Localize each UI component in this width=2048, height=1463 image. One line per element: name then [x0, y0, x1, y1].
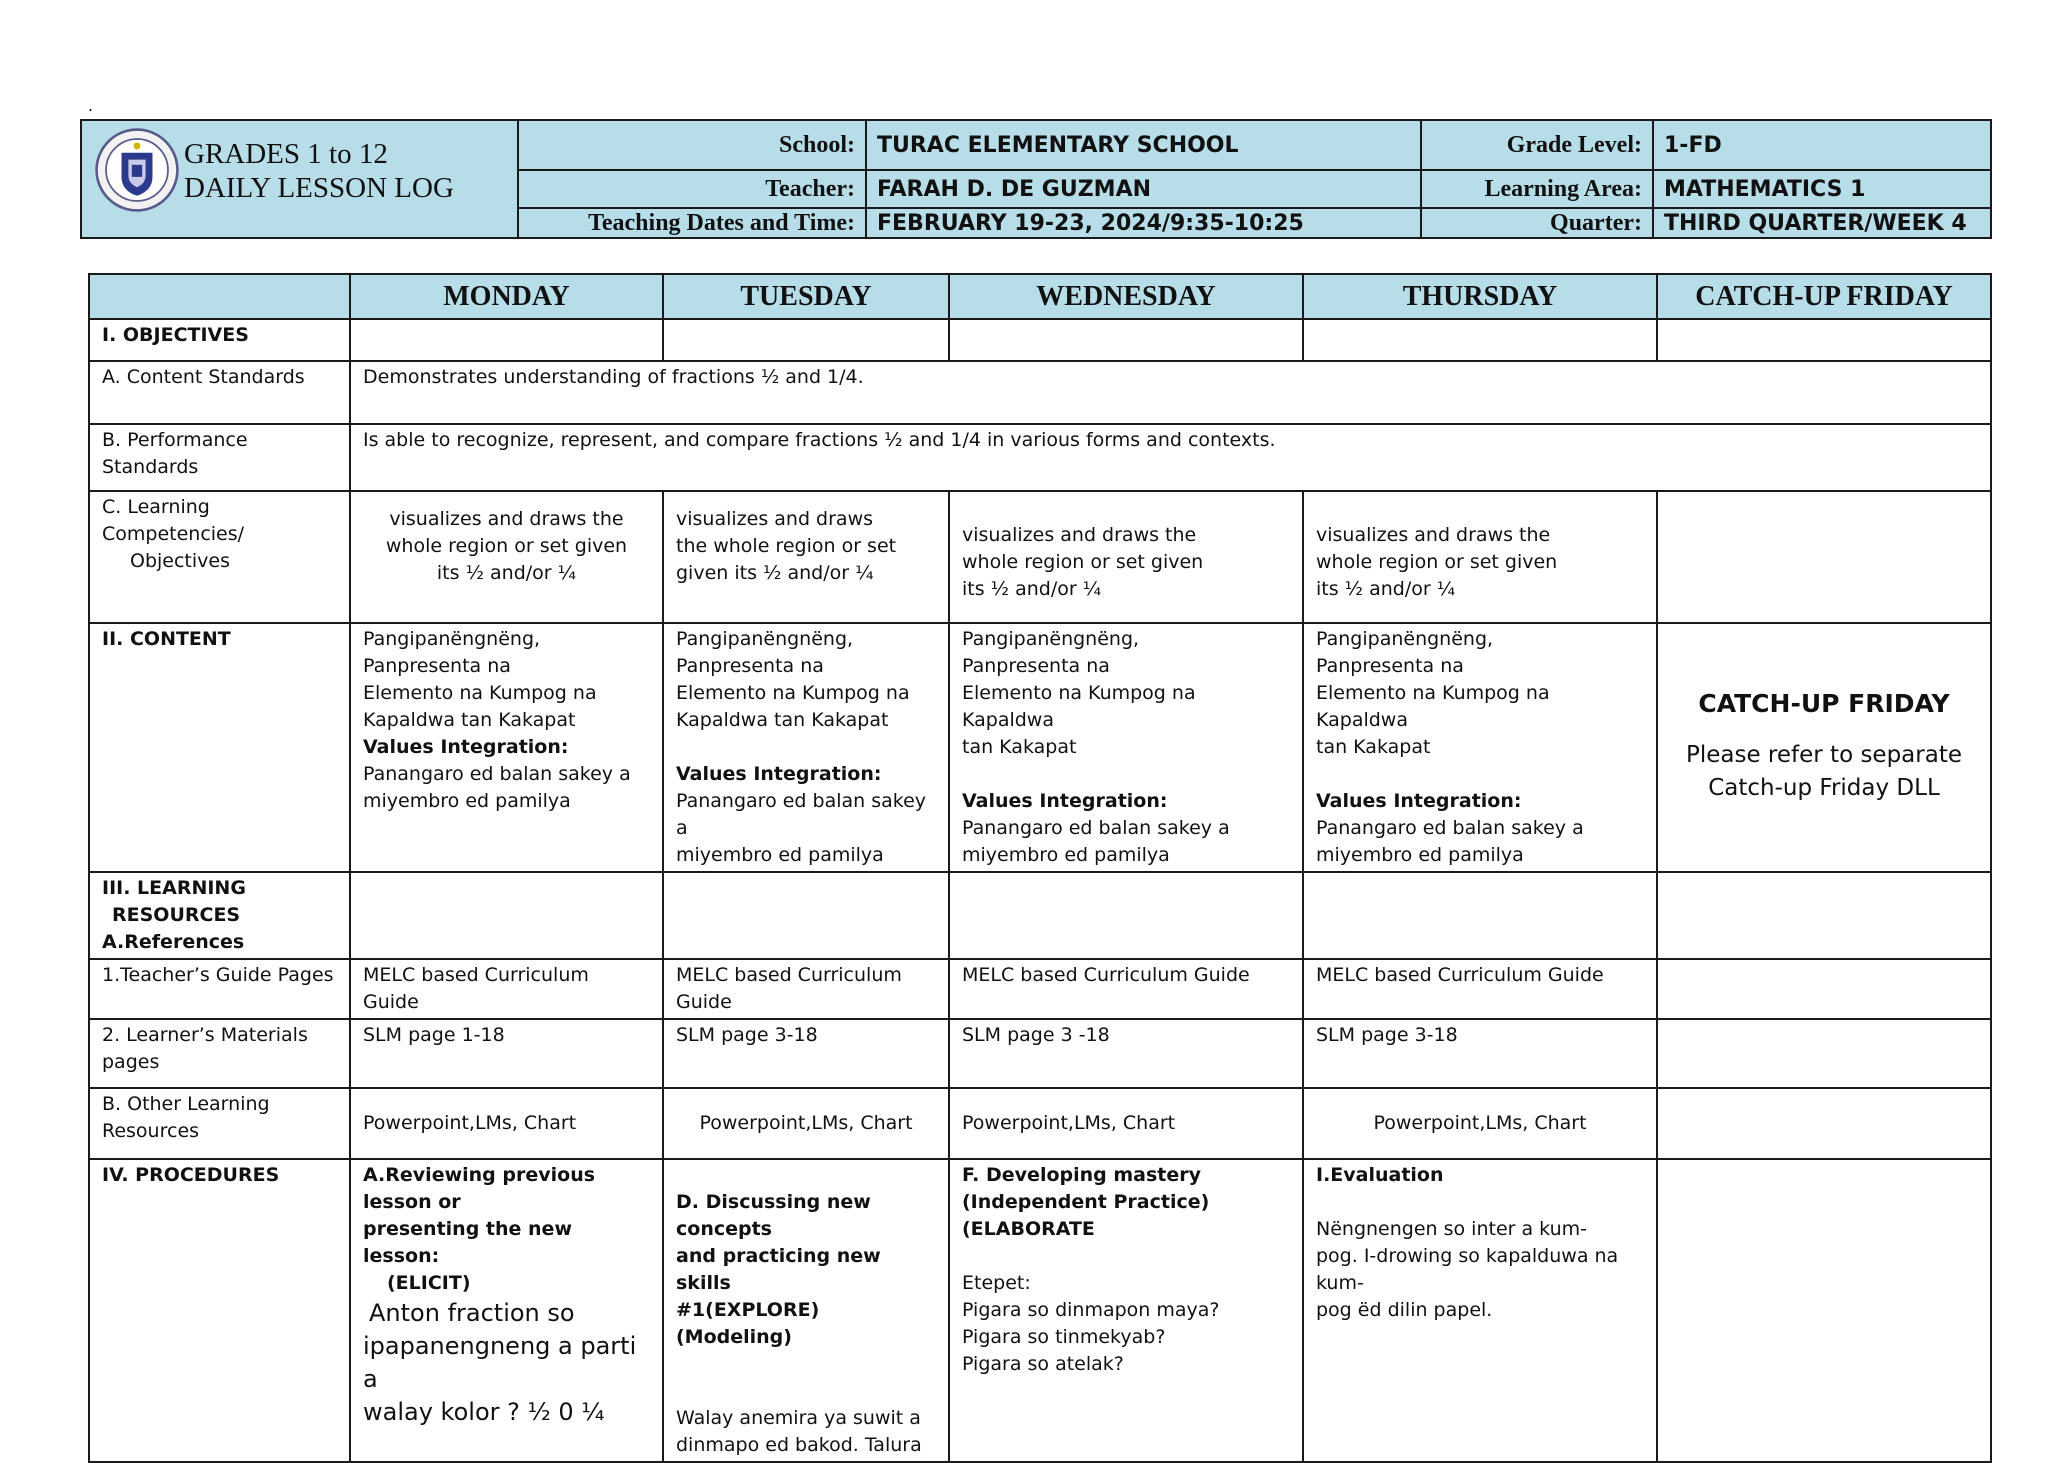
teachers-guide-monday: MELC based Curriculum Guide	[350, 959, 663, 1019]
other-resources-tuesday: Powerpoint,LMs, Chart	[663, 1088, 949, 1159]
teachers-guide-label: 1.Teacher’s Guide Pages	[89, 959, 350, 1019]
performance-standards-row	[89, 424, 1991, 491]
dates-value: FEBRUARY 19-23, 2024/9:35-10:25	[866, 208, 1421, 238]
other-resources-thursday: Powerpoint,LMs, Chart	[1303, 1088, 1657, 1159]
content-standards-label: A. Content Standards	[89, 361, 350, 424]
other-resources-wednesday: Powerpoint,LMs, Chart	[949, 1088, 1303, 1159]
title-cell	[81, 120, 518, 238]
quarter-label: Quarter:	[1421, 208, 1653, 238]
learners-materials-thursday: SLM page 3-18	[1303, 1019, 1657, 1088]
other-resources-monday: Powerpoint,LMs, Chart	[350, 1088, 663, 1159]
area-value: MATHEMATICS 1	[1653, 170, 1991, 208]
learners-materials-wednesday: SLM page 3 -18	[949, 1019, 1303, 1088]
performance-standards-label: B. Performance Standards	[89, 424, 350, 491]
learners-materials-tuesday: SLM page 3-18	[663, 1019, 949, 1088]
school-value: TURAC ELEMENTARY SCHOOL	[866, 120, 1421, 170]
procedures-label: IV. PROCEDURES	[89, 1159, 350, 1462]
page-marker: .	[88, 96, 94, 115]
learners-materials-row	[89, 1019, 1991, 1088]
other-resources-row	[89, 1088, 1991, 1159]
competency-monday: visualizes and draws the whole region or set given its ½ and/or ¼	[350, 491, 663, 623]
teachers-guide-wednesday: MELC based Curriculum Guide	[949, 959, 1303, 1019]
day-header-tuesday: TUESDAY	[663, 274, 949, 319]
competencies-row	[89, 491, 1991, 623]
procedures-row	[89, 1159, 1991, 1462]
lesson-log-header	[80, 119, 1992, 239]
day-header-friday: CATCH-UP FRIDAY	[1657, 274, 1991, 319]
procedures-thursday: I.Evaluation Nëngnengen so inter a kum- pog. I-drowing so kapalduwa na kum- pog ëd dilin papel.	[1303, 1159, 1657, 1462]
catchup-note-2: Catch-up Friday DLL	[1708, 775, 1940, 801]
day-header-row	[89, 274, 1991, 319]
competency-thursday: visualizes and draws the whole region or set given its ½ and/or ¼	[1303, 491, 1657, 623]
catchup-friday-cell	[1657, 623, 1991, 872]
teachers-guide-row	[89, 959, 1991, 1019]
objectives-row	[89, 319, 1991, 361]
content-label: II. CONTENT	[89, 623, 350, 872]
content-wednesday: Pangipanëngnëng, Panpresenta na Elemento na Kumpog na Kapaldwa tan Kakapat Values Integration: Panangaro ed balan sakey a miyembro ed pamilya	[949, 623, 1303, 872]
competency-friday	[1657, 491, 1991, 623]
performance-standards-text: Is able to recognize, represent, and compare fractions ½ and 1/4 in various forms and contexts.	[350, 424, 1991, 491]
content-thursday: Pangipanëngnëng, Panpresenta na Elemento na Kumpog na Kapaldwa tan Kakapat Values Integration: Panangaro ed balan sakey a miyembro ed pamilya	[1303, 623, 1657, 872]
title-line-1: GRADES 1 to 12	[184, 138, 388, 170]
content-monday: Pangipanëngnëng, Panpresenta na Elemento na Kumpog na Kapaldwa tan Kakapat Values Integration: Panangaro ed balan sakey a miyembro ed pamilya	[350, 623, 663, 872]
day-header-wednesday: WEDNESDAY	[949, 274, 1303, 319]
catchup-note-1: Please refer to separate	[1685, 742, 1962, 768]
content-standards-text: Demonstrates understanding of fractions ½ and 1/4.	[350, 361, 1991, 424]
procedures-friday	[1657, 1159, 1991, 1462]
daily-lesson-log-table	[88, 273, 1992, 1463]
catchup-title: CATCH-UP FRIDAY	[1698, 689, 1950, 718]
competency-tuesday: visualizes and draws the whole region or set given its ½ and/or ¼	[663, 491, 949, 623]
seal-logo	[94, 127, 180, 213]
learning-resources-label: III. LEARNING RESOURCES A.References	[89, 872, 350, 959]
day-header-thursday: THURSDAY	[1303, 274, 1657, 319]
title-line-2: DAILY LESSON LOG	[184, 172, 454, 204]
corner-cell	[89, 274, 350, 319]
teacher-label: Teacher:	[518, 170, 866, 208]
teachers-guide-thursday: MELC based Curriculum Guide	[1303, 959, 1657, 1019]
area-label: Learning Area:	[1421, 170, 1653, 208]
procedures-monday: A.Reviewing previous lesson or presenting the new lesson: (ELICIT) Anton fraction so ipapanengneng a parti a walay kolor ? ½ 0 ¼	[350, 1159, 663, 1462]
day-header-monday: MONDAY	[350, 274, 663, 319]
school-label: School:	[518, 120, 866, 170]
quarter-value: THIRD QUARTER/WEEK 4	[1653, 208, 1991, 238]
grade-label: Grade Level:	[1421, 120, 1653, 170]
dates-label: Teaching Dates and Time:	[518, 208, 866, 238]
other-resources-label: B. Other Learning Resources	[89, 1088, 350, 1159]
competency-wednesday: visualizes and draws the whole region or set given its ½ and/or ¼	[949, 491, 1303, 623]
teacher-value: FARAH D. DE GUZMAN	[866, 170, 1421, 208]
content-tuesday: Pangipanëngnëng, Panpresenta na Elemento na Kumpog na Kapaldwa tan Kakapat Values Integration: Panangaro ed balan sakey a miyembro ed pamilya	[663, 623, 949, 872]
learning-resources-row	[89, 872, 1991, 959]
grade-value: 1-FD	[1653, 120, 1991, 170]
competencies-label: C. Learning Competencies/ Objectives	[89, 491, 350, 623]
learners-materials-label: 2. Learner’s Materials pages	[89, 1019, 350, 1088]
content-standards-row	[89, 361, 1991, 424]
content-row	[89, 623, 1991, 872]
procedures-tuesday: D. Discussing new concepts and practicing new skills #1(EXPLORE) (Modeling) Walay anemira ya suwit a dinmapo ed bakod. Talura	[663, 1159, 949, 1462]
procedures-wednesday: F. Developing mastery (Independent Practice)(ELABORATE Etepet: Pigara so dinmapon maya? Pigara so tinmekyab? Pigara so atelak?	[949, 1159, 1303, 1462]
teachers-guide-tuesday: MELC based Curriculum Guide	[663, 959, 949, 1019]
objectives-label: I. OBJECTIVES	[89, 319, 350, 361]
learners-materials-monday: SLM page 1-18	[350, 1019, 663, 1088]
